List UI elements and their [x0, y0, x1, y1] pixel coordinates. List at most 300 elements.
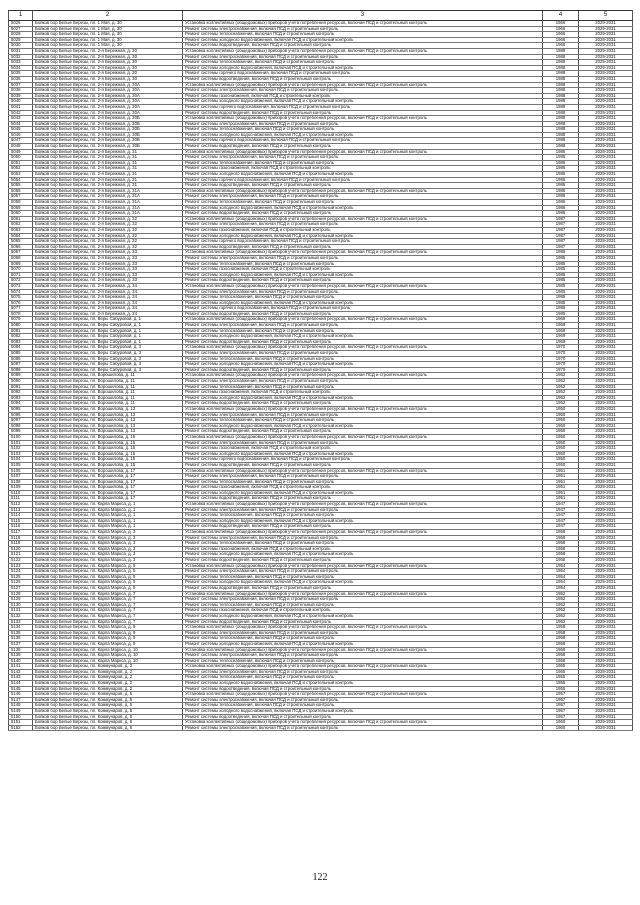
- cell-address: Бойков бор Белые Березы, пл. Карла Маркса, д. 3: [33, 535, 183, 541]
- cell-period: 2029-2031: [579, 311, 633, 317]
- cell-number: 5121: [9, 552, 33, 558]
- cell-number: 5145: [9, 686, 33, 692]
- cell-year: 1950: [543, 423, 579, 429]
- cell-work: Ремонт системы теплоснабжения, включая ПСД и строительный контроль: [183, 32, 543, 38]
- cell-address: Бойков бор Белые Березы, пл. Карла Маркса, д. 7: [33, 619, 183, 625]
- cell-period: 2029-2031: [579, 703, 633, 709]
- cell-year: 1988: [543, 110, 579, 116]
- cell-address: Бойков бор Белые Березы, пл. 2-я Бережная, д. 31: [33, 160, 183, 166]
- cell-year: 1987: [543, 244, 579, 250]
- cell-period: 2029-2031: [579, 26, 633, 32]
- cell-year: 1988: [543, 88, 579, 94]
- cell-period: 2029-2031: [579, 664, 633, 670]
- cell-period: 2029-2031: [579, 379, 633, 385]
- cell-address: Бойков бор Белые Березы, пл. Карла Маркса, д. 1: [33, 502, 183, 508]
- cell-period: 2029-2031: [579, 261, 633, 267]
- cell-year: 1986: [543, 188, 579, 194]
- cell-work: Ремонт системы водоотведения, включая ПСД и строительный контроль: [183, 211, 543, 217]
- cell-number: 5053: [9, 172, 33, 178]
- cell-period: 2029-2031: [579, 233, 633, 239]
- cell-address: Бойков бор Белые Березы, пл. Карла Маркса, д. 3: [33, 552, 183, 558]
- cell-number: 5080: [9, 323, 33, 329]
- cell-work: Ремонт системы электроснабжения, включая ПСД и строительный контроль: [183, 725, 543, 731]
- cell-year: 1958: [543, 630, 579, 636]
- cell-period: 2029-2031: [579, 104, 633, 110]
- cell-period: 2029-2031: [579, 76, 633, 82]
- cell-period: 2029-2031: [579, 496, 633, 502]
- cell-period: 2029-2031: [579, 608, 633, 614]
- cell-work: Ремонт системы теплоснабжения, включая ПСД и строительный контроль: [183, 356, 543, 362]
- cell-number: 5034: [9, 65, 33, 71]
- cell-address: Бойков бор Белые Березы, пл. Ворошилова, д. 17: [33, 479, 183, 485]
- cell-year: 1950: [543, 446, 579, 452]
- cell-address: Бойков бор Белые Березы, пл. Коммунаров, д. 5: [33, 714, 183, 720]
- cell-number: 5088: [9, 367, 33, 373]
- cell-period: 2029-2031: [579, 177, 633, 183]
- cell-period: 2029-2031: [579, 37, 633, 43]
- cell-work: Ремонт системы холодного водоснабжения, включая ПСД и строительный контроль: [183, 518, 543, 524]
- cell-address: Бойков бор Белые Березы, пл. Коммунаров, д. 5: [33, 697, 183, 703]
- cell-address: Бойков бор Белые Березы, пл. Веры Сабуровой, д. 3: [33, 356, 183, 362]
- cell-address: Бойков бор Белые Березы, пл. 2-я Бережная, д. 32: [33, 227, 183, 233]
- cell-period: 2029-2031: [579, 647, 633, 653]
- cell-address: Бойков бор Белые Березы, пл. 2-я Бережная, д. 33: [33, 255, 183, 261]
- cell-number: 5055: [9, 183, 33, 189]
- cell-year: 1986: [543, 149, 579, 155]
- cell-address: Бойков бор Белые Березы, пл. 2-я Бережная, д. 30А: [33, 88, 183, 94]
- cell-number: 5044: [9, 121, 33, 127]
- cell-work: Ремонт системы газоснабжения, включая ПСД и строительный контроль: [183, 390, 543, 396]
- cell-work: Ремонт системы водоотведения, включая ПСД и строительный контроль: [183, 144, 543, 150]
- cell-period: 2029-2031: [579, 188, 633, 194]
- cell-period: 2029-2031: [579, 418, 633, 424]
- cell-work: Ремонт системы теплоснабжения, включая ПСД и строительный контроль: [183, 60, 543, 66]
- cell-number: 5085: [9, 351, 33, 357]
- cell-address: Бойков бор Белые Березы, пл. Ворошилова, д. 17: [33, 468, 183, 474]
- cell-year: 1985: [543, 267, 579, 273]
- cell-work: Ремонт системы холодного водоснабжения, включая ПСД и строительный контроль: [183, 172, 543, 178]
- cell-year: 1985: [543, 311, 579, 317]
- cell-work: Ремонт системы теплоснабжения, включая ПСД и строительный контроль: [183, 675, 543, 681]
- cell-address: Бойков бор Белые Березы, пл. Карла Маркса, д. 5: [33, 569, 183, 575]
- cell-work: Ремонт системы водоотведения, включая ПСД и строительный контроль: [183, 110, 543, 116]
- cell-period: 2029-2031: [579, 160, 633, 166]
- cell-work: Установка коллективных (общедомовых) приборов учета потребления ресурсов, включая ПСД и строительный контроль: [183, 21, 543, 27]
- cell-period: 2029-2031: [579, 675, 633, 681]
- cell-period: 2029-2031: [579, 121, 633, 127]
- cell-work: Ремонт системы теплоснабжения, включая ПСД и строительный контроль: [183, 574, 543, 580]
- cell-period: 2029-2031: [579, 99, 633, 105]
- cell-work: Ремонт системы холодного водоснабжения, включая ПСД и строительный контроль: [183, 37, 543, 43]
- cell-year: 1986: [543, 177, 579, 183]
- cell-address: Бойков бор Белые Березы, пл. Карла Маркса, д. 5: [33, 580, 183, 586]
- cell-address: Бойков бор Белые Березы, пл. 1 Мая, д. 30: [33, 37, 183, 43]
- cell-year: 1952: [543, 379, 579, 385]
- cell-address: Бойков бор Белые Березы, пл. 2-я Бережная, д. 30: [33, 60, 183, 66]
- cell-work: Установка коллективных (общедомовых) приборов учета потребления ресурсов, включая ПСД и строительный контроль: [183, 149, 543, 155]
- cell-work: Ремонт системы холодного водоснабжения, включая ПСД и строительный контроль: [183, 132, 543, 138]
- cell-year: 1966: [543, 37, 579, 43]
- cell-work: Ремонт системы водоотведения, включая ПСД и строительный контроль: [183, 585, 543, 591]
- cell-year: 1970: [543, 351, 579, 357]
- cell-year: 1988: [543, 93, 579, 99]
- cell-year: 1950: [543, 440, 579, 446]
- cell-number: 5086: [9, 356, 33, 362]
- cell-period: 2029-2031: [579, 630, 633, 636]
- cell-year: 1960: [543, 720, 579, 726]
- cell-number: 5045: [9, 127, 33, 133]
- cell-year: 1950: [543, 451, 579, 457]
- cell-number: 5123: [9, 563, 33, 569]
- cell-work: Установка коллективных (общедомовых) приборов учета потребления ресурсов, включая ПСД и строительный контроль: [183, 530, 543, 536]
- cell-year: 1986: [543, 205, 579, 211]
- cell-number: 5030: [9, 43, 33, 49]
- cell-work: Ремонт системы теплоснабжения, включая ПСД и строительный контроль: [183, 703, 543, 709]
- cell-number: 5142: [9, 669, 33, 675]
- cell-work: Ремонт системы теплоснабжения, включая ПСД и строительный контроль: [183, 513, 543, 519]
- cell-address: Бойков бор Белые Березы, пл. 2-я Бережная, д. 33: [33, 272, 183, 278]
- cell-period: 2029-2031: [579, 518, 633, 524]
- cell-period: 2029-2031: [579, 88, 633, 94]
- cell-work: Ремонт системы водоотведения, включая ПСД и строительный контроль: [183, 496, 543, 502]
- cell-number: 5112: [9, 502, 33, 508]
- cell-number: 5120: [9, 546, 33, 552]
- cell-number: 5082: [9, 334, 33, 340]
- cell-year: 1952: [543, 390, 579, 396]
- cell-address: Бойков бор Белые Березы, пл. Коммунаров, д. 5: [33, 692, 183, 698]
- cell-number: 5105: [9, 462, 33, 468]
- cell-work: Установка коллективных (общедомовых) приборов учета потребления ресурсов, включая ПСД и строительный контроль: [183, 116, 543, 122]
- cell-period: 2029-2031: [579, 720, 633, 726]
- cell-year: 1951: [543, 479, 579, 485]
- cell-number: 5103: [9, 451, 33, 457]
- cell-number: 5095: [9, 406, 33, 412]
- cell-period: 2029-2031: [579, 625, 633, 631]
- cell-period: 2029-2031: [579, 300, 633, 306]
- cell-address: Бойков бор Белые Березы, пл. 2-я Бережная, д. 30: [33, 71, 183, 77]
- cell-work: Ремонт системы холодного водоснабжения, включая ПСД и строительный контроль: [183, 641, 543, 647]
- cell-year: 1986: [543, 172, 579, 178]
- cell-work: Ремонт системы теплоснабжения, включая ПСД и строительный контроль: [183, 479, 543, 485]
- cell-work: Ремонт системы электроснабжения, включая ПСД и строительный контроль: [183, 255, 543, 261]
- cell-period: 2029-2031: [579, 227, 633, 233]
- cell-address: Бойков бор Белые Березы, пл. Ворошилова, д. 15: [33, 440, 183, 446]
- cell-address: Бойков бор Белые Березы, пл. Ворошилова, д. 13: [33, 406, 183, 412]
- cell-number: 5071: [9, 272, 33, 278]
- cell-number: 5131: [9, 608, 33, 614]
- cell-number: 5054: [9, 177, 33, 183]
- cell-period: 2029-2031: [579, 457, 633, 463]
- cell-year: 1950: [543, 406, 579, 412]
- cell-address: Бойков бор Белые Березы, пл. Ворошилова, д. 13: [33, 418, 183, 424]
- cell-address: Бойков бор Белые Березы, пл. Карла Маркса, д. 5: [33, 585, 183, 591]
- cell-number: 5057: [9, 194, 33, 200]
- cell-work: Ремонт системы холодного водоснабжения, включая ПСД и строительный контроль: [183, 205, 543, 211]
- cell-period: 2029-2031: [579, 569, 633, 575]
- cell-number: 5061: [9, 216, 33, 222]
- cell-address: Бойков бор Белые Березы, пл. 2-я Бережная, д. 32: [33, 222, 183, 228]
- cell-number: 5136: [9, 636, 33, 642]
- cell-number: 5076: [9, 300, 33, 306]
- cell-number: 5148: [9, 703, 33, 709]
- cell-period: 2029-2031: [579, 563, 633, 569]
- cell-period: 2029-2031: [579, 166, 633, 172]
- cell-work: Ремонт системы электроснабжения, включая ПСД и строительный контроль: [183, 194, 543, 200]
- cell-number: 5066: [9, 244, 33, 250]
- cell-period: 2029-2031: [579, 32, 633, 38]
- cell-number: 5108: [9, 479, 33, 485]
- cell-number: 5122: [9, 558, 33, 564]
- cell-year: 1985: [543, 295, 579, 301]
- cell-year: 1969: [543, 317, 579, 323]
- cell-number: 5073: [9, 283, 33, 289]
- cell-number: 5106: [9, 468, 33, 474]
- cell-work: Ремонт системы теплоснабжения, включая ПСД и строительный контроль: [183, 328, 543, 334]
- cell-work: Ремонт системы теплоснабжения, включая ПСД и строительный контроль: [183, 295, 543, 301]
- cell-work: Ремонт системы электроснабжения, включая ПСД и строительный контроль: [183, 351, 543, 357]
- cell-number: 5028: [9, 32, 33, 38]
- cell-period: 2029-2031: [579, 351, 633, 357]
- cell-number: 5068: [9, 255, 33, 261]
- cell-work: Ремонт системы водоотведения, включая ПСД и строительный контроль: [183, 76, 543, 82]
- cell-address: Бойков бор Белые Березы, пл. Карла Маркса, д. 9: [33, 630, 183, 636]
- cell-address: Бойков бор Белые Березы, пл. 1 Мая, д. 30: [33, 43, 183, 49]
- cell-number: 5065: [9, 239, 33, 245]
- cell-work: Ремонт системы электроснабжения, включая ПСД и строительный контроль: [183, 535, 543, 541]
- cell-year: 1952: [543, 384, 579, 390]
- cell-work: Ремонт системы водоотведения, включая ПСД и строительный контроль: [183, 462, 543, 468]
- cell-number: 5109: [9, 485, 33, 491]
- cell-year: 1958: [543, 546, 579, 552]
- cell-period: 2029-2031: [579, 172, 633, 178]
- cell-year: 1969: [543, 328, 579, 334]
- cell-work: Ремонт системы электроснабжения, включая ПСД и строительный контроль: [183, 697, 543, 703]
- cell-period: 2029-2031: [579, 183, 633, 189]
- cell-year: 1958: [543, 535, 579, 541]
- cell-work: Установка коллективных (общедомовых) приборов учета потребления ресурсов, включая ПСД и строительный контроль: [183, 317, 543, 323]
- cell-number: 5083: [9, 339, 33, 345]
- cell-year: 1969: [543, 323, 579, 329]
- cell-year: 1988: [543, 104, 579, 110]
- cell-year: 1951: [543, 485, 579, 491]
- cell-address: Бойков бор Белые Березы, пл. 2-я Бережная, д. 34: [33, 289, 183, 295]
- cell-number: 5124: [9, 569, 33, 575]
- cell-period: 2029-2031: [579, 239, 633, 245]
- cell-work: Ремонт системы теплоснабжения, включая ПСД и строительный контроль: [183, 160, 543, 166]
- cell-year: 1970: [543, 362, 579, 368]
- cell-number: 5116: [9, 524, 33, 530]
- cell-work: Ремонт системы газоснабжения, включая ПСД и строительный контроль: [183, 267, 543, 273]
- cell-year: 1958: [543, 530, 579, 536]
- cell-period: 2029-2031: [579, 558, 633, 564]
- cell-address: Бойков бор Белые Березы, пл. 2-я Бережная, д. 32: [33, 233, 183, 239]
- cell-address: Бойков бор Белые Березы, пл. Карла Маркса, д. 5: [33, 574, 183, 580]
- cell-address: Бойков бор Белые Березы, пл. Ворошилова, д. 17: [33, 474, 183, 480]
- cell-address: Бойков бор Белые Березы, пл. Ворошилова, д. 15: [33, 457, 183, 463]
- cell-address: Бойков бор Белые Березы, пл. Ворошилова, д. 13: [33, 423, 183, 429]
- cell-year: 1950: [543, 434, 579, 440]
- cell-number: 5067: [9, 250, 33, 256]
- cell-number: 5077: [9, 306, 33, 312]
- cell-period: 2029-2031: [579, 127, 633, 133]
- cell-work: Ремонт системы теплоснабжения, включая ПСД и строительный контроль: [183, 127, 543, 133]
- cell-number: 5038: [9, 88, 33, 94]
- cell-period: 2029-2031: [579, 697, 633, 703]
- cell-year: 1986: [543, 200, 579, 206]
- cell-work: Ремонт системы теплоснабжения, включая ПСД и строительный контроль: [183, 384, 543, 390]
- cell-work: Установка коллективных (общедомовых) приборов учета потребления ресурсов, включая ПСД и строительный контроль: [183, 48, 543, 54]
- cell-period: 2029-2031: [579, 669, 633, 675]
- cell-number: 5027: [9, 26, 33, 32]
- cell-address: Бойков бор Белые Березы, пл. 2-я Бережная, д. 30Б: [33, 144, 183, 150]
- cell-address: Бойков бор Белые Березы, пл. Ворошилова, д. 15: [33, 434, 183, 440]
- cell-work: Ремонт системы теплоснабжения, включая ПСД и строительный контроль: [183, 541, 543, 547]
- cell-period: 2029-2031: [579, 546, 633, 552]
- cell-work: Ремонт системы газоснабжения, включая ПСД и строительный контроль: [183, 546, 543, 552]
- cell-address: Бойков бор Белые Березы, пл. Карла Маркса, д. 1: [33, 524, 183, 530]
- cell-number: 5114: [9, 513, 33, 519]
- cell-period: 2029-2031: [579, 244, 633, 250]
- cell-work: Установка коллективных (общедомовых) приборов учета потребления ресурсов, включая ПСД и строительный контроль: [183, 406, 543, 412]
- cell-period: 2029-2031: [579, 65, 633, 71]
- cell-period: 2029-2031: [579, 429, 633, 435]
- cell-address: Бойков бор Белые Березы, пл. 2-я Бережная, д. 30: [33, 76, 183, 82]
- cell-address: Бойков бор Белые Березы, пл. Ворошилова, д. 11: [33, 401, 183, 407]
- cell-period: 2029-2031: [579, 574, 633, 580]
- cell-number: 5074: [9, 289, 33, 295]
- cell-year: 1947: [543, 518, 579, 524]
- cell-address: Бойков бор Белые Березы, пл. Веры Сабуровой, д. 1: [33, 334, 183, 340]
- cell-year: 1966: [543, 21, 579, 27]
- cell-number: 5104: [9, 457, 33, 463]
- cell-address: Бойков бор Белые Березы, пл. Ворошилова, д. 13: [33, 412, 183, 418]
- cell-work: Ремонт системы водоотведения, включая ПСД и строительный контроль: [183, 714, 543, 720]
- cell-address: Бойков бор Белые Березы, пл. Коммунаров, д. 6: [33, 725, 183, 731]
- cell-address: Бойков бор Белые Березы, пл. Коммунаров, д. 2: [33, 669, 183, 675]
- cell-year: 1952: [543, 373, 579, 379]
- cell-address: Бойков бор Белые Березы, пл. 2-я Бережная, д. 31А: [33, 211, 183, 217]
- cell-address: Бойков бор Белые Березы, пл. Карла Маркса, д. 7: [33, 613, 183, 619]
- cell-work: Ремонт системы холодного водоснабжения, включая ПСД и строительный контроль: [183, 613, 543, 619]
- cell-work: Установка коллективных (общедомовых) приборов учета потребления ресурсов, включая ПСД и строительный контроль: [183, 82, 543, 88]
- cell-period: 2029-2031: [579, 434, 633, 440]
- cell-period: 2029-2031: [579, 194, 633, 200]
- cell-number: 5060: [9, 211, 33, 217]
- cell-period: 2029-2031: [579, 144, 633, 150]
- cell-year: 1987: [543, 216, 579, 222]
- cell-address: Бойков бор Белые Березы, пл. Веры Сабуровой, д. 1: [33, 328, 183, 334]
- cell-address: Бойков бор Белые Березы, пл. 2-я Бережная, д. 30А: [33, 104, 183, 110]
- cell-address: Бойков бор Белые Березы, пл. 2-я Бережная, д. 34: [33, 300, 183, 306]
- cell-address: Бойков бор Белые Березы, пл. 2-я Бережная, д. 31А: [33, 194, 183, 200]
- cell-address: Бойков бор Белые Березы, пл. Коммунаров, д. 2: [33, 686, 183, 692]
- cell-work: Ремонт системы водоотведения, включая ПСД и строительный контроль: [183, 619, 543, 625]
- cell-year: 1954: [543, 569, 579, 575]
- cell-year: 1950: [543, 457, 579, 463]
- cell-year: 1950: [543, 462, 579, 468]
- cell-work: Ремонт системы электроснабжения, включая ПСД и строительный контроль: [183, 289, 543, 295]
- cell-number: 5151: [9, 720, 33, 726]
- cell-address: Бойков бор Белые Березы, пл. 2-я Бережная, д. 30Б: [33, 132, 183, 138]
- cell-number: 5089: [9, 373, 33, 379]
- cell-address: Бойков бор Белые Березы, пл. 2-я Бережная, д. 32: [33, 216, 183, 222]
- cell-year: 1955: [543, 681, 579, 687]
- cell-number: 5056: [9, 188, 33, 194]
- cell-address: Бойков бор Белые Березы, пл. Коммунаров, д. 2: [33, 664, 183, 670]
- cell-period: 2029-2031: [579, 535, 633, 541]
- cell-period: 2029-2031: [579, 339, 633, 345]
- cell-period: 2029-2031: [579, 149, 633, 155]
- cell-number: 5058: [9, 200, 33, 206]
- cell-address: Бойков бор Белые Березы, пл. 2-я Бережная, д. 34: [33, 295, 183, 301]
- cell-year: 1966: [543, 32, 579, 38]
- cell-year: 1951: [543, 474, 579, 480]
- cell-work: Ремонт системы холодного водоснабжения, включая ПСД и строительный контроль: [183, 300, 543, 306]
- cell-number: 5149: [9, 709, 33, 715]
- cell-address: Бойков бор Белые Березы, пл. Карла Маркса, д. 5: [33, 563, 183, 569]
- table-row: [9, 725, 633, 731]
- cell-address: Бойков бор Белые Березы, пл. 2-я Бережная, д. 30А: [33, 110, 183, 116]
- cell-period: 2029-2031: [579, 250, 633, 256]
- cell-year: 1985: [543, 272, 579, 278]
- cell-period: 2029-2031: [579, 255, 633, 261]
- cell-work: Ремонт системы электроснабжения, включая ПСД и строительный контроль: [183, 440, 543, 446]
- cell-number: 5118: [9, 535, 33, 541]
- cell-number: 5040: [9, 99, 33, 105]
- cell-year: 1985: [543, 300, 579, 306]
- cell-number: 5132: [9, 613, 33, 619]
- cell-year: 1947: [543, 524, 579, 530]
- cell-period: 2029-2031: [579, 205, 633, 211]
- cell-year: 1987: [543, 222, 579, 228]
- cell-period: 2029-2031: [579, 636, 633, 642]
- cell-period: 2029-2031: [579, 524, 633, 530]
- cell-year: 1985: [543, 278, 579, 284]
- cell-period: 2029-2031: [579, 334, 633, 340]
- cell-year: 1950: [543, 418, 579, 424]
- cell-period: 2029-2031: [579, 613, 633, 619]
- cell-period: 2029-2031: [579, 502, 633, 508]
- cell-number: 5084: [9, 345, 33, 351]
- cell-year: 1988: [543, 138, 579, 144]
- cell-period: 2029-2031: [579, 490, 633, 496]
- cell-work: Ремонт системы холодного водоснабжения, включая ПСД и строительный контроль: [183, 552, 543, 558]
- cell-number: 5110: [9, 490, 33, 496]
- cell-year: 1988: [543, 65, 579, 71]
- cell-period: 2029-2031: [579, 513, 633, 519]
- cell-work: Установка коллективных (общедомовых) приборов учета потребления ресурсов, включая ПСД и строительный контроль: [183, 591, 543, 597]
- cell-period: 2029-2031: [579, 54, 633, 60]
- cell-address: Бойков бор Белые Березы, пл. Карла Маркса, д. 7: [33, 608, 183, 614]
- cell-number: 5087: [9, 362, 33, 368]
- cell-address: Бойков бор Белые Березы, пл. Карла Маркса, д. 3: [33, 558, 183, 564]
- cell-year: 1985: [543, 255, 579, 261]
- cell-work: Ремонт системы холодного водоснабжения, включая ПСД и строительный контроль: [183, 681, 543, 687]
- cell-number: 5098: [9, 423, 33, 429]
- cell-address: Бойков бор Белые Березы, пл. Веры Сабуровой, д. 1: [33, 339, 183, 345]
- cell-number: 5101: [9, 440, 33, 446]
- cell-address: Бойков бор Белые Березы, пл. Ворошилова, д. 17: [33, 485, 183, 491]
- cell-period: 2029-2031: [579, 692, 633, 698]
- page-number: 122: [312, 872, 328, 883]
- cell-year: 1988: [543, 132, 579, 138]
- cell-address: Бойков бор Белые Березы, пл. Ворошилова, д. 11: [33, 384, 183, 390]
- header-col-address: 2: [33, 11, 183, 21]
- cell-work: Ремонт системы холодного водоснабжения, включая ПСД и строительный контроль: [183, 362, 543, 368]
- cell-year: 1987: [543, 233, 579, 239]
- cell-address: Бойков бор Белые Березы, пл. 2-я Бережная, д. 31А: [33, 188, 183, 194]
- cell-year: 1988: [543, 60, 579, 66]
